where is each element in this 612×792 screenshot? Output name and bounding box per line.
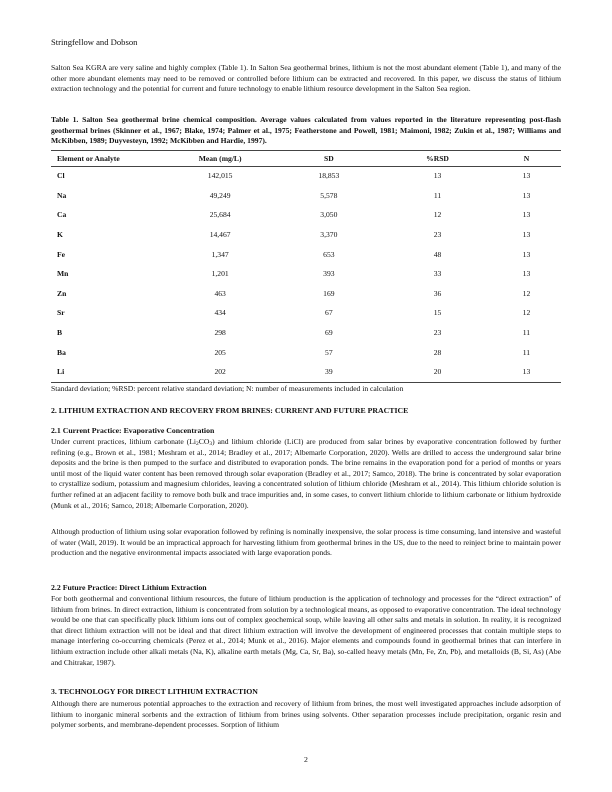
cell-mean: 434 bbox=[214, 308, 226, 318]
cell-mean: 463 bbox=[214, 288, 226, 298]
cell-element: Na bbox=[57, 190, 67, 200]
table-row bbox=[51, 205, 561, 225]
table-row bbox=[51, 323, 561, 343]
cell-element: Fe bbox=[57, 249, 66, 259]
cell-sd: 67 bbox=[325, 308, 333, 318]
cell-mean: 298 bbox=[214, 328, 226, 338]
cell-sd: 69 bbox=[325, 328, 333, 338]
cell-mean: 14,467 bbox=[209, 230, 231, 240]
cell-sd: 169 bbox=[323, 288, 335, 298]
table-row bbox=[51, 166, 561, 186]
col-header-n: N bbox=[523, 154, 530, 163]
cell-n: 13 bbox=[522, 190, 531, 200]
cell-sd: 57 bbox=[325, 347, 333, 357]
cell-sd: 39 bbox=[325, 367, 333, 377]
cell-element: Zn bbox=[57, 288, 67, 298]
table-row bbox=[51, 303, 561, 323]
intro-paragraph: Salton Sea KGRA are very saline and highly complex (Table 1). In Salton Sea geothermal brines, lithium is not the most abundant element (Table 1), and many of the other more abundant elements may need to be removed or controlled before lithium can be extracted and recovered. In this paper, we discuss the status of lithium extraction technology and the potential for current and future technology to enable lithium resource development in the Salton Sea region. bbox=[51, 63, 561, 94]
cell-sd: 393 bbox=[323, 269, 335, 279]
running-head: Stringfellow and Dobson bbox=[51, 37, 138, 47]
section-2-heading: 2. LITHIUM EXTRACTION AND RECOVERY FROM BRINES: CURRENT AND FUTURE PRACTICE bbox=[51, 406, 409, 415]
cell-element: B bbox=[57, 328, 63, 338]
cell-mean: 25,684 bbox=[209, 210, 231, 220]
table-row bbox=[51, 244, 561, 264]
cell-rsd: 48 bbox=[433, 249, 442, 259]
col-header-sd: SD bbox=[323, 154, 334, 163]
cell-rsd: 15 bbox=[433, 308, 442, 318]
cell-sd: 3,050 bbox=[320, 210, 338, 220]
section-2-2-heading: 2.2 Future Practice: Direct Lithium Extraction bbox=[51, 583, 207, 592]
section-2-1-paragraph-2: Although production of lithium using solar evaporation followed by refining is nominally inexpensive, the solar process is time consuming, land intensive and wasteful of water (Wall, 2019). It would be an impractical approach for harvesting lithium from geothermal brines in the US, due to the need to reinject brine to maintain power production and the negative environmental impacts associated with large evaporation ponds. bbox=[51, 527, 561, 558]
cell-sd: 3,370 bbox=[320, 230, 338, 240]
cell-element: Sr bbox=[57, 308, 65, 318]
cell-n: 12 bbox=[522, 308, 531, 318]
table-row bbox=[51, 186, 561, 206]
cell-element: Ba bbox=[57, 347, 66, 357]
cell-n: 11 bbox=[522, 347, 531, 357]
cell-rsd: 13 bbox=[433, 171, 442, 181]
table-bottom-rule bbox=[51, 382, 561, 383]
cell-rsd: 28 bbox=[433, 347, 442, 357]
cell-n: 13 bbox=[522, 171, 531, 181]
table-row bbox=[51, 362, 561, 382]
table-footnote: Standard deviation; %RSD: percent relative standard deviation; N: number of measurements included in calculation bbox=[51, 384, 404, 393]
cell-rsd: 23 bbox=[433, 328, 442, 338]
cell-rsd: 36 bbox=[433, 288, 442, 298]
cell-rsd: 12 bbox=[433, 210, 442, 220]
cell-mean: 202 bbox=[214, 367, 226, 377]
col-header-rsd: %RSD bbox=[426, 154, 449, 163]
table-header-row bbox=[51, 151, 561, 166]
cell-rsd: 23 bbox=[433, 230, 442, 240]
table-row bbox=[51, 264, 561, 284]
section-2-1-paragraph-1: Under current practices, lithium carbonate $(Li_2CO_3)$ and lithium chloride (LiCl) are produced from salar brines by evaporative concentration followed by further refining (e.g., Brown et al., 1981; Meshram et al., 2014; Bradley et al., 2017; Albemarle Corporation, 2020). Wells are drilled to access the underground salar brine deposits and the brine is then pumped to the surface and distributed to evaporation ponds. The brine remains in the evaporation pond for a period of months or years until most of the liquid water content has been removed through solar evaporation (Bradley et al., 2017; Samco, 2018). The brine is concentrated by solar evaporation to crystallize sodium, potassium and magnesium chlorides, leaving a concentrated solution of lithium chloride (Meshram et al., 2014). This lithium chloride solution is further refined at an adjacent facility to remove both bulk and trace impurities and, in some cases, to convert lithium chloride to lithium carbonate or lithium hydroxide (Munk et al., 2016; Samco, 2018; Albemarle Corporation, 2020). bbox=[51, 437, 561, 510]
cell-mean: 49,249 bbox=[209, 190, 231, 200]
col-header-mean: Mean (mg/L) bbox=[198, 154, 242, 163]
cell-element: Li bbox=[57, 367, 65, 377]
cell-n: 13 bbox=[522, 367, 531, 377]
col-header-element: Element or Analyte bbox=[57, 154, 120, 163]
cell-rsd: 20 bbox=[433, 367, 442, 377]
cell-n: 11 bbox=[522, 328, 531, 338]
cell-sd: 653 bbox=[323, 249, 335, 259]
table-caption: Table 1. Salton Sea geothermal brine chemical composition. Average values calculated from values reported in the literature representing post-flash geothermal brines (Skinner et al., 1967; Blake, 1974; Palmer et al., 1975; Featherstone and Powell, 1981; Maimoni, 1982; Zukin et al., 1987; Williams and McKibben, 1989; Duyvesteyn, 1992; McKibben and Hardie, 1997). bbox=[51, 115, 561, 146]
cell-n: 13 bbox=[522, 230, 531, 240]
cell-rsd: 11 bbox=[433, 190, 442, 200]
cell-mean: 1,201 bbox=[211, 269, 229, 279]
section-3-paragraph-1: Although there are numerous potential approaches to the extraction and recovery of lithium from brines, the most well investigated approaches include adsorption of lithium to inorganic mineral sorbents and the extraction of lithium from brines using solvents. Other separation processes include precipitation, organic resin and polymer sorbents, and membrane-dependent processes. Sorption of lithium bbox=[51, 699, 561, 730]
cell-rsd: 33 bbox=[433, 269, 442, 279]
cell-element: Ca bbox=[57, 210, 67, 220]
cell-element: K bbox=[57, 230, 63, 240]
cell-element: Cl bbox=[57, 171, 65, 181]
section-2-2-paragraph-1: For both geothermal and conventional lithium resources, the future of lithium production is the application of technology and processes for the “direct extraction” of lithium from brines. In direct extraction, lithium is concentrated from solution by a technological means, as opposed to evaporative concentration. The ideal technology would be one that can specifically pluck lithium ions out of complex geochemical soup, while leaving all other salts and metals in solution. In reality, it is recognized that direct lithium extraction will not be ideal and that direct lithium extraction will involve the development of engineered processes that contain multiple steps to manage interfering co-occurring chemicals (Perez et al., 2014; Munk et al., 2016). Major elements and compounds found in geothermal brines that can interfere in lithium extraction include other alkali metals (Na, K), alkaline earth metals (Mg, Ca, Sr, Ba), so-called heavy metals (Mn, Fe, Zn, Pb), and metalloids (B, Si, As) (Abe and Chitrakar, 1987). bbox=[51, 594, 561, 667]
cell-mean: 142,015 bbox=[207, 171, 233, 181]
table-row bbox=[51, 342, 561, 362]
cell-mean: 1,347 bbox=[211, 249, 229, 259]
cell-n: 12 bbox=[522, 288, 531, 298]
table-row bbox=[51, 284, 561, 304]
cell-mean: 205 bbox=[214, 347, 226, 357]
cell-n: 13 bbox=[522, 249, 531, 259]
section-2-1-heading: 2.1 Current Practice: Evaporative Concentration bbox=[51, 426, 215, 435]
page-number: 2 bbox=[304, 755, 308, 764]
cell-sd: 5,578 bbox=[320, 190, 338, 200]
cell-element: Mn bbox=[57, 269, 69, 279]
table-row bbox=[51, 225, 561, 245]
cell-n: 13 bbox=[522, 210, 531, 220]
cell-sd: 18,853 bbox=[318, 171, 340, 181]
section-3-heading: 3. TECHNOLOGY FOR DIRECT LITHIUM EXTRACTION bbox=[51, 687, 258, 696]
composition-table bbox=[51, 151, 561, 382]
cell-n: 13 bbox=[522, 269, 531, 279]
